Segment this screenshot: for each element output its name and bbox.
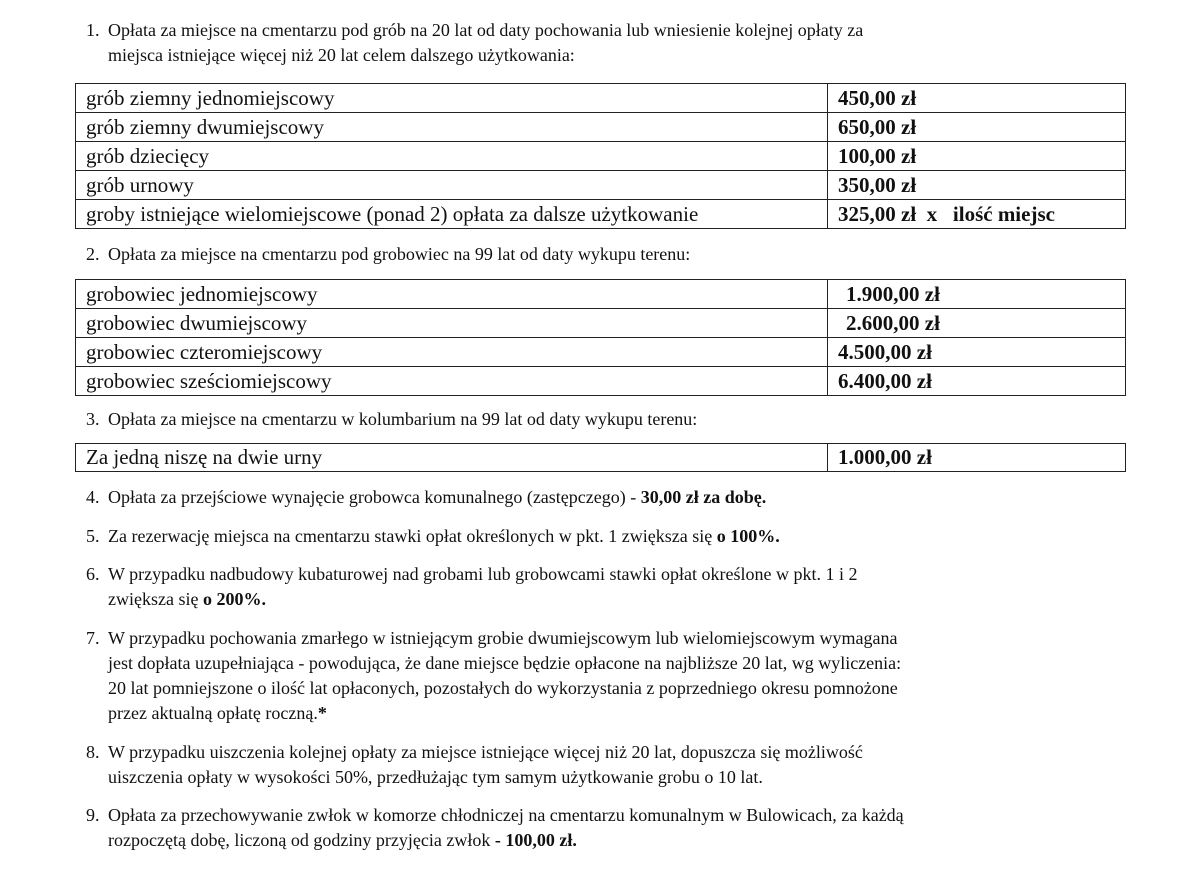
section-7-line2: jest dopłata uzupełniająca - powodująca, że dane miejsce będzie opłacone na najbliższe 20 lat, wg wyliczenia: — [108, 653, 902, 673]
table-row — [76, 142, 1126, 171]
section-7-bold: * — [317, 703, 327, 723]
table-row — [76, 171, 1126, 200]
fee-label: Za jedną niszę na dwie urny — [76, 444, 828, 472]
table-row — [76, 84, 1126, 113]
section-6-line2: zwiększa się — [108, 589, 199, 609]
section-7-number: 7. — [86, 628, 100, 648]
fee-label: grobowiec dwumiejscowy — [76, 309, 828, 338]
section-8-line1: W przypadku uiszczenia kolejnej opłaty za miejsce istniejące więcej niż 20 lat, dopuszcza się możliwość — [108, 742, 863, 762]
table-row — [76, 200, 1126, 229]
section-7-line1: W przypadku pochowania zmarłego w istniejącym grobie dwumiejscowym lub wielomiejscowym wymagana — [108, 628, 898, 648]
columbarium-fee-table — [75, 443, 1126, 472]
section-7-line4-wrap — [86, 701, 1116, 726]
table-row — [76, 444, 1126, 472]
section-8-number: 8. — [86, 742, 100, 762]
section-9-bold: - 100,00 zł. — [494, 830, 577, 850]
table-row — [76, 367, 1126, 396]
section-3 — [86, 407, 1116, 432]
fee-label: grób urnowy — [76, 171, 828, 200]
section-5 — [86, 524, 1116, 549]
table-row — [76, 338, 1126, 367]
section-6-line1: W przypadku nadbudowy kubaturowej nad grobami lub grobowcami stawki opłat określone w pkt. 1 i 2 — [108, 564, 858, 584]
section-9-line2-wrap — [86, 828, 1116, 853]
fee-price: 650,00 zł — [828, 113, 1126, 142]
section-8-line2: uiszczenia opłaty w wysokości 50%, przedłużając tym samym użytkowanie grobu o 10 lat. — [108, 767, 763, 787]
fee-label: grobowiec sześciomiejscowy — [76, 367, 828, 396]
section-2-text: Opłata za miejsce na cmentarzu pod grobowiec na 99 lat od daty wykupu terenu: — [108, 244, 691, 264]
section-3-number: 3. — [86, 409, 100, 429]
grave-fee-table — [75, 83, 1126, 229]
section-4-bold: 30,00 zł za dobę. — [640, 487, 767, 507]
table-row — [76, 309, 1126, 338]
section-1-line2: miejsca istniejące więcej niż 20 lat celem dalszego użytkowania: — [108, 45, 575, 65]
section-7 — [86, 626, 1116, 726]
section-9-line2: rozpoczętą dobę, liczoną od godziny przyjęcia zwłok — [108, 830, 491, 850]
fee-price: 2.600,00 zł — [828, 309, 1126, 338]
section-6-bold: o 200%. — [202, 589, 266, 609]
section-4-number: 4. — [86, 487, 100, 507]
fee-label: grobowiec czteromiejscowy — [76, 338, 828, 367]
section-2 — [86, 242, 1116, 267]
tomb-fee-table — [75, 279, 1126, 396]
section-4-text: Opłata za przejściowe wynajęcie grobowca komunalnego (zastępczego) - — [108, 487, 637, 507]
fee-price: 325,00 zł x ilość miejsc — [828, 200, 1126, 229]
table-row — [76, 280, 1126, 309]
section-5-text: Za rezerwację miejsca na cmentarzu stawki opłat określonych w pkt. 1 zwiększa się — [108, 526, 713, 546]
section-7-line4: przez aktualną opłatę roczną. — [108, 703, 318, 723]
section-2-number: 2. — [86, 244, 100, 264]
fee-price: 1.000,00 zł — [828, 444, 1126, 472]
fee-label: groby istniejące wielomiejscowe (ponad 2) opłata za dalsze użytkowanie — [76, 200, 828, 229]
section-5-bold: o 100%. — [716, 526, 780, 546]
section-6-line2-wrap — [86, 587, 1116, 612]
section-1 — [86, 18, 1116, 68]
section-6-number: 6. — [86, 564, 100, 584]
section-7-line3: 20 lat pomniejszone o ilość lat opłaconych, pozostałych do wykorzystania z poprzedniego okresu pomnożone — [108, 678, 898, 698]
fee-price: 100,00 zł — [828, 142, 1126, 171]
table-row — [76, 113, 1126, 142]
section-1-line1: Opłata za miejsce na cmentarzu pod grób na 20 lat od daty pochowania lub wniesienie kolejnej opłaty za — [108, 20, 864, 40]
section-9 — [86, 803, 1116, 853]
fee-price: 1.900,00 zł — [828, 280, 1126, 309]
section-5-number: 5. — [86, 526, 100, 546]
fee-price: 4.500,00 zł — [828, 338, 1126, 367]
fee-label: grób dziecięcy — [76, 142, 828, 171]
fee-label: grobowiec jednomiejscowy — [76, 280, 828, 309]
section-9-line1: Opłata za przechowywanie zwłok w komorze chłodniczej na cmentarzu komunalnym w Bulowicach, za każdą — [108, 805, 904, 825]
fee-price: 6.400,00 zł — [828, 367, 1126, 396]
section-8 — [86, 740, 1116, 790]
fee-label: grób ziemny dwumiejscowy — [76, 113, 828, 142]
section-3-text: Opłata za miejsce na cmentarzu w kolumbarium na 99 lat od daty wykupu terenu: — [108, 409, 698, 429]
section-9-number: 9. — [86, 805, 100, 825]
section-6 — [86, 562, 1116, 612]
section-4 — [86, 485, 1116, 510]
section-1-number: 1. — [86, 20, 100, 40]
fee-price: 450,00 zł — [828, 84, 1126, 113]
fee-label: grób ziemny jednomiejscowy — [76, 84, 828, 113]
fee-price: 350,00 zł — [828, 171, 1126, 200]
